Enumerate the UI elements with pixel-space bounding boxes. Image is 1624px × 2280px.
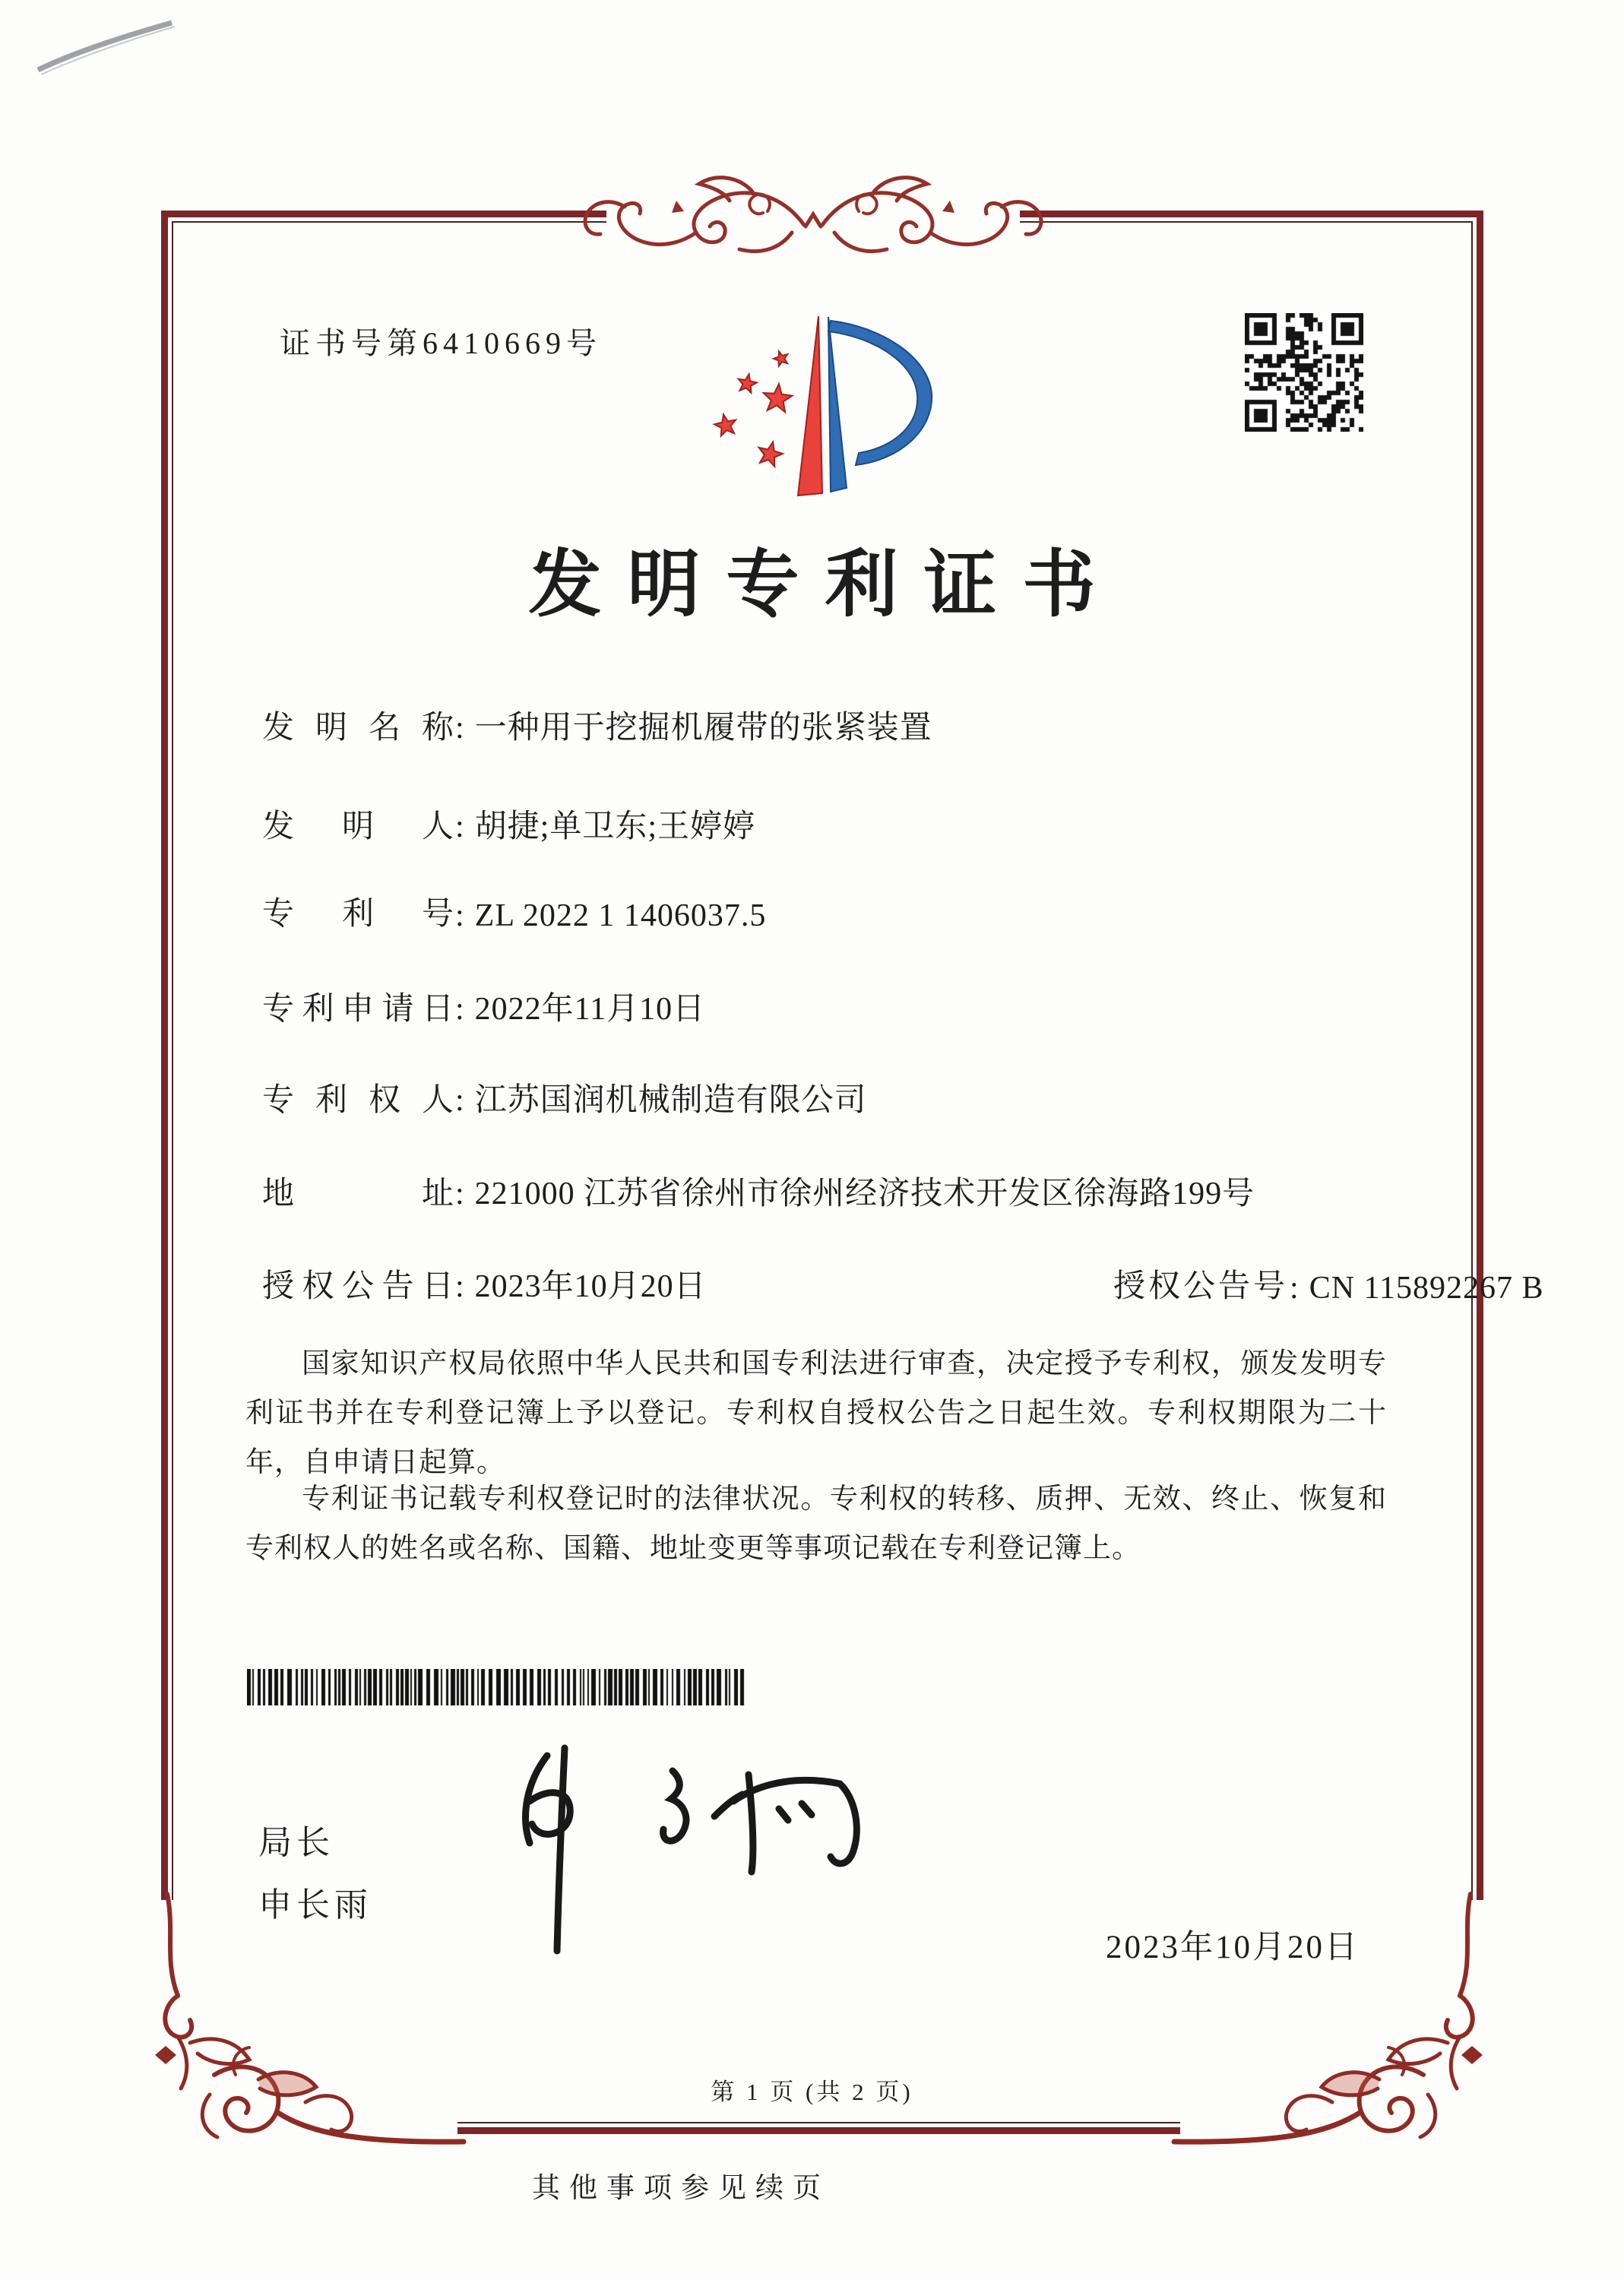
signer-title: 局长 bbox=[258, 1824, 334, 1861]
field-colon: : bbox=[455, 711, 464, 746]
logo-p-bowl bbox=[828, 321, 932, 465]
field-colon: : bbox=[455, 898, 464, 933]
logo-blue-wedge bbox=[828, 317, 847, 492]
page-number-note: 第 1 页 (共 2 页) bbox=[711, 2079, 913, 2105]
field-filing-date bbox=[262, 983, 705, 1029]
field-value: ZL 2022 1 1406037.5 bbox=[474, 898, 767, 933]
field-patent-number bbox=[262, 888, 766, 934]
corner-flourish-bottom-right bbox=[1167, 1847, 1493, 2158]
certificate-title: 发明专利证书 bbox=[528, 544, 1122, 625]
field-colon: : bbox=[455, 1083, 464, 1118]
field-inventors bbox=[262, 801, 755, 847]
certificate-number: 证书号第6410669号 bbox=[280, 326, 602, 360]
field-value: 胡捷;单卫东;王婷婷 bbox=[474, 809, 756, 844]
barcode-icon bbox=[247, 1669, 749, 1705]
qr-code-icon bbox=[1245, 313, 1363, 432]
continuation-note: 其他事项参见续页 bbox=[532, 2173, 830, 2204]
signer-name: 申长雨 bbox=[258, 1886, 372, 1924]
dragon-ornament-top bbox=[547, 166, 1079, 280]
field-colon: : bbox=[455, 1176, 464, 1211]
field-value: 一种用于挖掘机履带的张紧装置 bbox=[474, 711, 932, 746]
field-patentee bbox=[262, 1075, 867, 1120]
grant-date-value: 2023年10月20日 bbox=[474, 1269, 707, 1304]
field-label: 专利号 bbox=[262, 897, 454, 932]
field-value: 221000 江苏省徐州市徐州经济技术开发区徐海路199号 bbox=[474, 1176, 1255, 1211]
field-grant-number bbox=[1113, 1261, 1544, 1306]
field-label: 发明名称 bbox=[262, 711, 454, 746]
legal-paragraph-1: 国家知识产权局依照中华人民共和国专利法进行审查，决定授予专利权，颁发发明专利证书并在专利登记簿上予以登记。专利权自授权公告之日起生效。专利权期限为二十年，自申请日起算。 bbox=[245, 1348, 1387, 1478]
signature-shen-changyu-icon bbox=[445, 1744, 870, 1957]
field-label: 地址 bbox=[262, 1176, 454, 1211]
logo-red-wedge bbox=[798, 316, 822, 496]
legal-paragraph-2: 专利证书记载专利权登记时的法律状况。专利权的转移、质押、无效、终止、恢复和专利权人的姓名或名称、国籍、地址变更等事项记载在专利登记簿上。 bbox=[245, 1484, 1387, 1564]
logo-stars bbox=[714, 351, 792, 466]
field-invention-name bbox=[262, 702, 932, 748]
field-label: 专利权人 bbox=[262, 1083, 454, 1118]
field-colon: : bbox=[455, 992, 464, 1027]
field-label: 专利申请日 bbox=[262, 992, 454, 1027]
issue-date: 2023年10月20日 bbox=[1106, 1930, 1360, 1965]
field-colon: : bbox=[1290, 1271, 1299, 1306]
field-label: 发明人 bbox=[262, 809, 454, 844]
cnipa-logo-icon bbox=[707, 304, 942, 502]
field-address bbox=[262, 1168, 1255, 1214]
grant-no-value: CN 115892267 B bbox=[1309, 1271, 1544, 1306]
field-colon: : bbox=[455, 809, 464, 844]
grant-no-label: 授权公告号 bbox=[1113, 1269, 1289, 1304]
scan-scratch-mark bbox=[30, 14, 182, 86]
field-grant-row bbox=[262, 1261, 1544, 1306]
field-value: 2022年11月10日 bbox=[474, 992, 706, 1027]
grant-date-label: 授权公告日 bbox=[262, 1269, 454, 1304]
field-colon: : bbox=[455, 1269, 464, 1304]
field-value: 江苏国润机械制造有限公司 bbox=[474, 1083, 867, 1118]
